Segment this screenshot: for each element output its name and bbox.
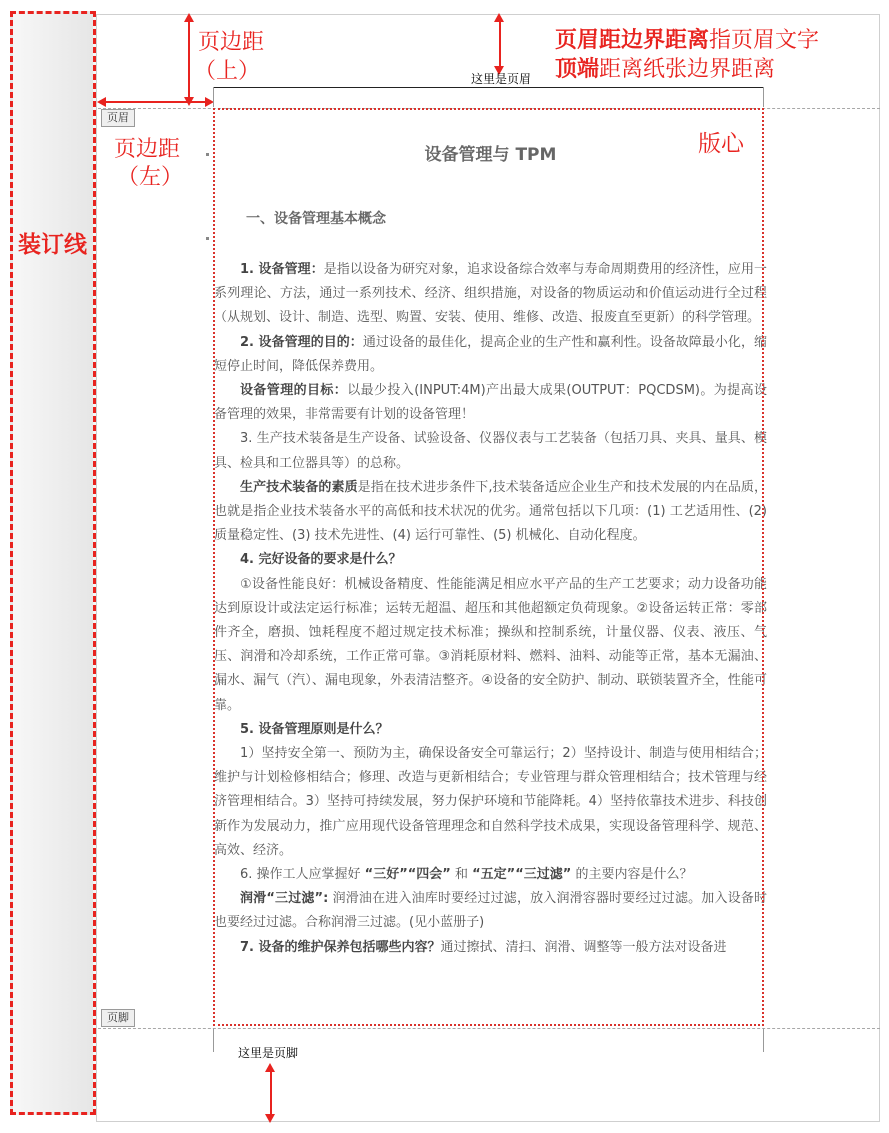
term-bold: 1. 设备管理： (240, 262, 324, 277)
footer-distance-arrow-down-icon (265, 1114, 275, 1123)
header-distance-note-rest: 指页眉文字 (709, 28, 820, 53)
term-bold: “三好”“四会” (364, 867, 451, 883)
gutter-line-label: 装订线 (18, 232, 87, 258)
header-distance-arrow-up-icon (494, 13, 504, 22)
header-distance-arrow-line (499, 20, 501, 70)
left-margin-arrow-left-icon (97, 97, 106, 107)
header-rule (214, 87, 764, 88)
top-margin-label-line2: （上） (194, 59, 261, 84)
left-margin-label-line2: （左） (117, 165, 184, 190)
paragraph-text: 1）坚持安全第一、预防为主，确保设备安全可靠运行；2）坚持设计、制造与使用相结合；维护与计划检修相结合；修理、改造与更新相结合；专业管理与群众管理相结合；技术管理与经济管理相结合。3）坚持可持续发展，努力保护环境和节能降耗。4）坚持依靠技术进步、科技创新作为发展动力，推广应用现代设备管理理念和自然科学技术成果，实现设备管理科学、规范、高效、经济。 (214, 746, 767, 858)
type-area-label: 版心 (698, 131, 744, 157)
header-distance-note-bold-2: 顶端 (555, 57, 600, 82)
paragraph-text: ①设备性能良好：机械设备精度、性能能满足相应水平产品的生产工艺要求；动力设备功能达到原设计或法定运行标准；运转无超温、超压和其他超额定负荷现象。②设备运转正常：零部件齐全，磨损、蚀耗程度不超过规定技术标准；操纵和控制系统，计量仪器、仪表、液压、气压、润滑和冷却系统，工作正常可靠。③消耗原材料、燃料、油料、动能等正常，基本无漏油、漏水、漏气（汽）、漏电现象，外表清洁整齐。④设备的安全防护、制动、联锁装置齐全，性能可靠。 (214, 576, 767, 713)
type-area-frame (213, 108, 764, 1026)
paragraph-marker (206, 153, 209, 156)
header-left-edge (213, 87, 214, 107)
paragraph-text: 以最少投入(INPUT:4M)产出最大成果(OUTPUT：PQCDSM)。为提高设备管理的效果，非常需要有计划的设备管理！ (214, 383, 767, 423)
term-bold: 5. 设备管理原则是什么？ (240, 721, 389, 737)
footer-text: 这里是页脚 (238, 1046, 299, 1060)
paragraph-text: 的主要内容是什么？ (571, 867, 693, 883)
top-margin-arrow-line (188, 20, 190, 100)
footer-distance-arrow-up-icon (265, 1063, 275, 1072)
paragraph-text: 是指在技术进步条件下,技术装备适应企业生产和技术发展的内在品质，也就是指企业技术装备水平的高低和技术状况的优劣。通常包括以下几项：(1) 工艺适用性、(2) 质量稳定性、(3) 技术先进性、(4) 运行可靠性、(5) 机械化、自动化程度。 (214, 479, 767, 544)
term-bold: 润滑“三过滤”: (240, 891, 329, 907)
header-text: 这里是页眉 (471, 72, 532, 86)
paragraph-text: 6. 操作工人应掌握好 (240, 867, 365, 883)
paragraph-marker (206, 237, 209, 240)
left-margin-arrow-line (104, 101, 206, 103)
term-bold: 设备管理的目标： (240, 383, 348, 399)
term-bold: “五定”“三过滤” (472, 867, 572, 883)
header-right-edge (763, 87, 764, 107)
section-heading: 一、设备管理基本概念 (246, 211, 386, 227)
term-bold: 4. 完好设备的要求是什么？ (240, 552, 402, 568)
header-distance-note-line1 (555, 23, 819, 54)
footer-distance-arrow-line (270, 1070, 272, 1118)
paragraph-text: 润滑油在进入油库时要经过过滤，放入润滑容器时要经过过滤。加入设备时也要经过过滤。合称润滑三过滤。(见小蓝册子) (214, 891, 767, 931)
term-bold: 7. 设备的维护保养包括哪些内容？ (240, 939, 441, 955)
term-bold: 生产技术装备的素质 (240, 479, 358, 495)
paragraph-text: 通过擦拭、清扫、润滑、调整等一般方法对设备进 (440, 939, 727, 955)
paragraph-text: 和 (450, 867, 473, 883)
paragraph-text: 3. 生产技术装备是生产设备、试验设备、仪器仪表与工艺装备（包括刀具、夹具、量具、模具、检具和工位器具等）的总称。 (214, 431, 767, 471)
header-distance-note-bold: 页眉距边界距离 (555, 28, 710, 53)
header-distance-note-rest-2: 距离纸张边界距离 (599, 57, 776, 82)
top-margin-label-line1: 页边距 (198, 30, 265, 55)
top-margin-arrow-up-icon (184, 13, 194, 22)
footer-right-edge (763, 1028, 764, 1052)
document-title: 设备管理与 TPM (424, 145, 557, 165)
paragraph-text: 是指以设备为研究对象，追求设备综合效率与寿命周期费用的经济性，应用一系列理论、方法，通过一系列技术、经济、组织措施，对设备的物质运动和价值运动进行全过程（从规划、设计、制造、选型、购置、安装、使用、维修、改造、报废直至更新）的科学管理。 (214, 262, 767, 326)
footer-tag[interactable]: 页脚 (101, 1009, 135, 1027)
gutter-area (10, 11, 96, 1115)
header-distance-note-line2 (555, 52, 775, 83)
paragraph-text: 通过设备的最佳化，提高企业的生产性和赢利性。设备故障最小化，缩短停止时间，降低保养费用。 (214, 334, 767, 374)
header-tag[interactable]: 页眉 (101, 109, 135, 127)
term-bold: 2. 设备管理的目的： (240, 334, 363, 350)
left-margin-label-line1: 页边距 (114, 137, 181, 162)
footer-left-edge (213, 1028, 214, 1052)
